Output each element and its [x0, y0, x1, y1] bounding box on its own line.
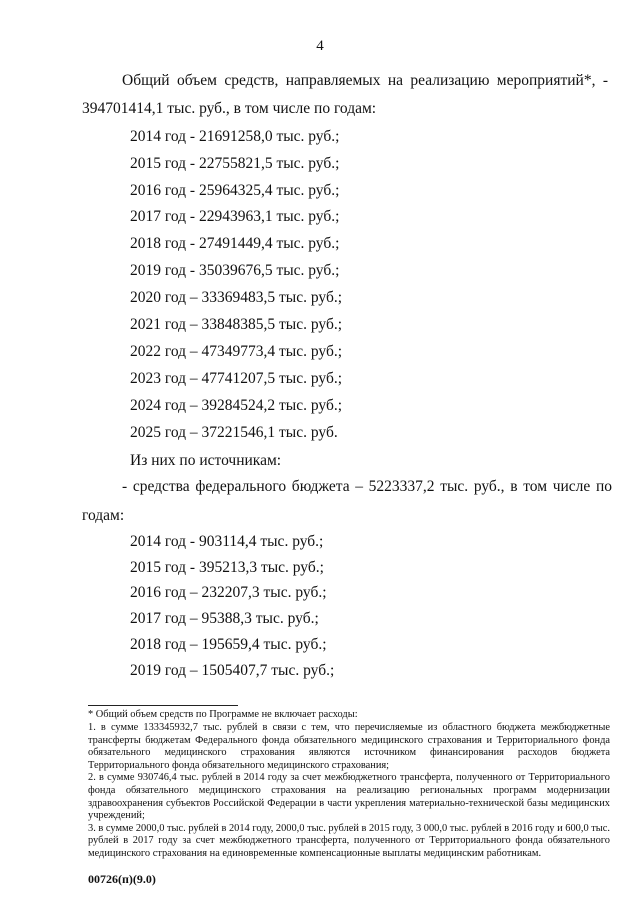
- year-total-2019: 2019 год - 35039676,5 тыс. руб.;: [130, 262, 340, 279]
- year-total-2024: 2024 год – 39284524,2 тыс. руб.;: [130, 397, 343, 414]
- footnote-item-1: 1. в сумме 133345932,7 тыс. рублей в связи с тем, что перечисляемые из областного бюджета межбюджетные трансферты бюджетам Федерального фонда обязательного медицинского страхования и Территориального фонда обязательного медицинского страхования являются источником финансирования расходов бюджета Территориального фонда обязательного медицинского страхования;: [88, 722, 610, 771]
- year-total-2025: 2025 год – 37221546,1 тыс. руб.: [130, 424, 338, 441]
- year-federal-2014: 2014 год - 903114,4 тыс. руб.;: [130, 533, 324, 550]
- year-total-2014: 2014 год - 21691258,0 тыс. руб.;: [130, 128, 340, 145]
- footnote-title: * Общий объем средств по Программе не включает расходы:: [88, 709, 358, 720]
- footnote-body: [88, 722, 610, 861]
- document-id: 00726(п)(9.0): [88, 872, 156, 886]
- page-number: 4: [316, 38, 324, 54]
- year-total-2023: 2023 год – 47741207,5 тыс. руб.;: [130, 370, 343, 387]
- footnote-item-2: 2. в сумме 930746,4 тыс. рублей в 2014 году за счет межбюджетного трансферта, полученного от Территориального фонда обязательного медицинского страхования на реализацию региональных программ модернизации здравоохранения субъектов Российской Федерации в части укрепления материально-технической базы медицинских учреждений;: [88, 772, 610, 822]
- year-total-2022: 2022 год – 47349773,4 тыс. руб.;: [130, 343, 343, 360]
- year-federal-2019: 2019 год – 1505407,7 тыс. руб.;: [130, 662, 335, 679]
- year-federal-2017: 2017 год – 95388,3 тыс. руб.;: [130, 610, 319, 627]
- year-federal-2016: 2016 год – 232207,3 тыс. руб.;: [130, 584, 327, 601]
- federal-budget-line-2: годам:: [82, 507, 125, 524]
- year-total-2020: 2020 год – 33369483,5 тыс. руб.;: [130, 289, 343, 306]
- year-total-2017: 2017 год - 22943963,1 тыс. руб.;: [130, 208, 340, 225]
- sources-heading: Из них по источникам:: [130, 452, 282, 469]
- year-total-2016: 2016 год - 25964325,4 тыс. руб.;: [130, 182, 340, 199]
- intro-line-2: 394701414,1 тыс. руб., в том числе по годам:: [82, 100, 377, 117]
- year-total-2015: 2015 год - 22755821,5 тыс. руб.;: [130, 155, 340, 172]
- federal-budget-line-1: - средства федерального бюджета – 5223337,2 тыс. руб., в том числе по: [122, 478, 612, 495]
- year-total-2018: 2018 год - 27491449,4 тыс. руб.;: [130, 235, 340, 252]
- footnote-item-3: 3. в сумме 2000,0 тыс. рублей в 2014 году, 2000,0 тыс. рублей в 2015 году, 3 000,0 тыс. рублей в 2016 году и 600,0 тыс. рублей в 2017 году за счет межбюджетного трансферта, полученного от Территориального фонда обязательного медицинского страхования на единовременные компенсационные выплаты медицинским работникам.: [88, 822, 610, 859]
- footnote-separator: [88, 705, 238, 706]
- year-federal-2018: 2018 год – 195659,4 тыс. руб.;: [130, 636, 327, 653]
- year-total-2021: 2021 год – 33848385,5 тыс. руб.;: [130, 316, 343, 333]
- intro-line-1: Общий объем средств, направляемых на реализацию мероприятий*, -: [122, 72, 608, 89]
- year-federal-2015: 2015 год - 395213,3 тыс. руб.;: [130, 559, 324, 576]
